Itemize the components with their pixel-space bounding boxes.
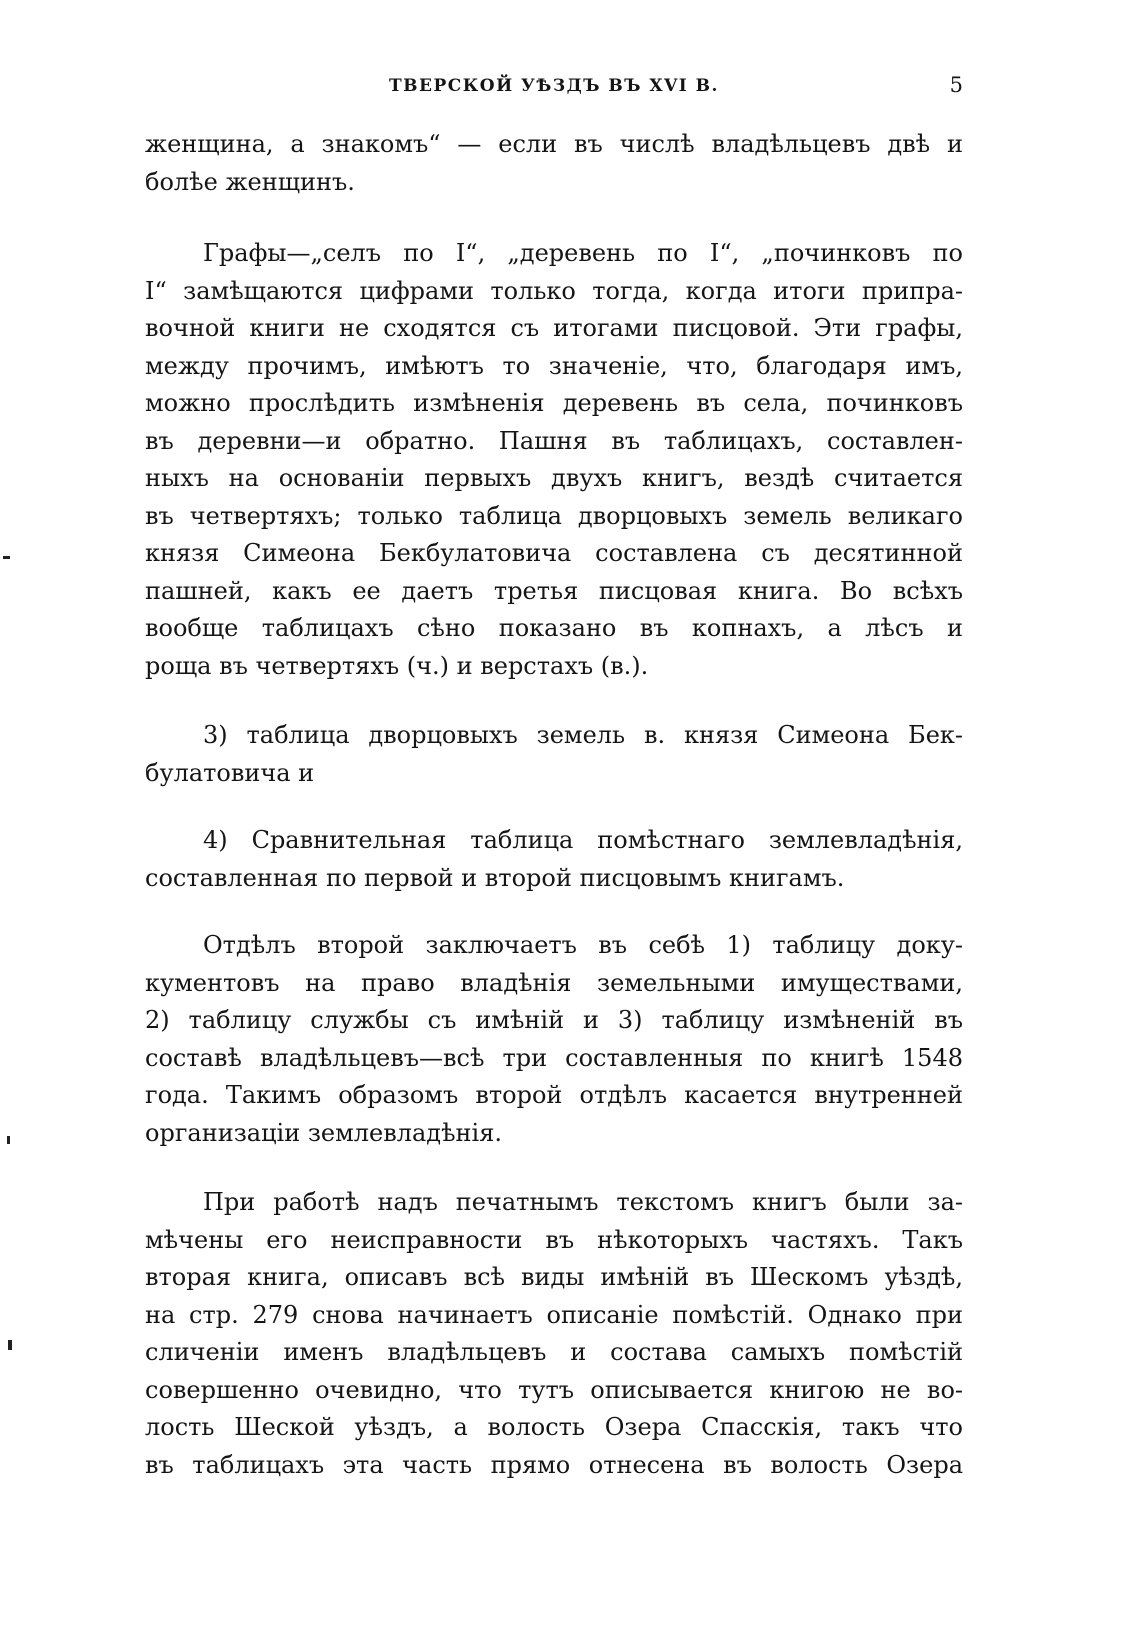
- margin-mark: [8, 1340, 12, 1350]
- text-line: Отдѣлъ второй заключаетъ въ себѣ 1) таблицу доку-: [203, 931, 963, 959]
- paragraph-3: [145, 717, 963, 792]
- text-line: 3) таблица дворцовыхъ земель в. князя Симеона Бек-: [203, 721, 963, 749]
- paragraph-5: [145, 927, 963, 1152]
- running-title: ТВЕРСКОЙ УѢЗДЪ ВЪ XVI В.: [389, 76, 719, 96]
- text-line: лость Шеской уѣздъ, а волость Озера Спасскія, такъ что: [145, 1413, 963, 1441]
- margin-mark: [7, 1136, 10, 1144]
- text-line: организаціи землевладѣнія.: [145, 1118, 502, 1147]
- text-line: кументовъ на право владѣнія земельными имуществами,: [145, 968, 963, 997]
- text-body: [145, 126, 963, 1507]
- margin-mark: [3, 556, 10, 559]
- text-line: вообще таблицахъ сѣно показано въ копнахъ, а лѣсъ и: [145, 614, 963, 642]
- text-line: можно прослѣдить измѣненія деревень въ села, починковъ: [145, 389, 963, 417]
- text-line: пашней, какъ ее даетъ третья писцовая книга. Во всѣхъ: [145, 576, 963, 605]
- paragraph-1: [145, 126, 963, 201]
- page-header: [145, 73, 963, 106]
- text-line: въ таблицахъ эта часть прямо отнесена въ волость Озера: [145, 1450, 963, 1479]
- text-line: женщина, а знакомъ“ — если въ числѣ владѣльцевъ двѣ и: [145, 130, 963, 158]
- text-line: мѣчены его неисправности въ нѣкоторыхъ частяхъ. Такъ: [145, 1225, 963, 1254]
- text-line: составленная по первой и второй писцовымъ книгамъ.: [145, 863, 845, 892]
- text-line: на стр. 279 снова начинаетъ описаніе помѣстій. Однако при: [145, 1300, 963, 1329]
- text-line: совершенно очевидно, что тутъ описывается книгою не во-: [145, 1375, 963, 1404]
- page-number: 5: [949, 73, 963, 97]
- text-line: 2) таблицу службы съ имѣній и 3) таблицу измѣненій въ: [145, 1006, 963, 1034]
- text-line: вочной книги не сходятся съ итогами писцовой. Эти графы,: [145, 314, 963, 342]
- text-line: болѣе женщинъ.: [145, 167, 355, 196]
- text-line: Графы—„селъ по I“, „деревень по I“, „починковъ по: [203, 239, 963, 267]
- text-line: составѣ владѣльцевъ—всѣ три составленныя по книгѣ 1548: [145, 1043, 963, 1072]
- text-line: При работѣ надъ печатнымъ текстомъ книгъ были за-: [203, 1188, 963, 1216]
- text-line: въ четвертяхъ; только таблица дворцовыхъ земель великаго: [145, 501, 963, 530]
- text-line: вторая книга, описавъ всѣ виды имѣній въ Шескомъ уѣздѣ,: [145, 1263, 963, 1291]
- text-line: сличеніи именъ владѣльцевъ и состава самыхъ помѣстій: [145, 1338, 963, 1366]
- text-line: булатовича и: [145, 758, 315, 787]
- text-line: года. Такимъ образомъ второй отдѣлъ касается внутренней: [145, 1081, 963, 1109]
- paragraph-4: [145, 822, 963, 897]
- text-line: въ деревни—и обратно. Пашня въ таблицахъ, составлен-: [145, 426, 963, 455]
- paragraph-6: [145, 1184, 963, 1484]
- text-line: 4) Сравнительная таблица помѣстнаго землевладѣнія,: [203, 826, 963, 854]
- text-line: ныхъ на основаніи первыхъ двухъ книгъ, вездѣ считается: [145, 464, 963, 492]
- text-line: между прочимъ, имѣютъ то значеніе, что, благодаря имъ,: [145, 351, 963, 380]
- text-line: князя Симеона Бекбулатовича составлена съ десятинной: [145, 539, 963, 567]
- text-line: I“ замѣщаются цифрами только тогда, когда итоги припра-: [145, 276, 963, 305]
- text-line: роща въ четвертяхъ (ч.) и верстахъ (в.).: [145, 651, 649, 680]
- paragraph-2: [145, 235, 963, 685]
